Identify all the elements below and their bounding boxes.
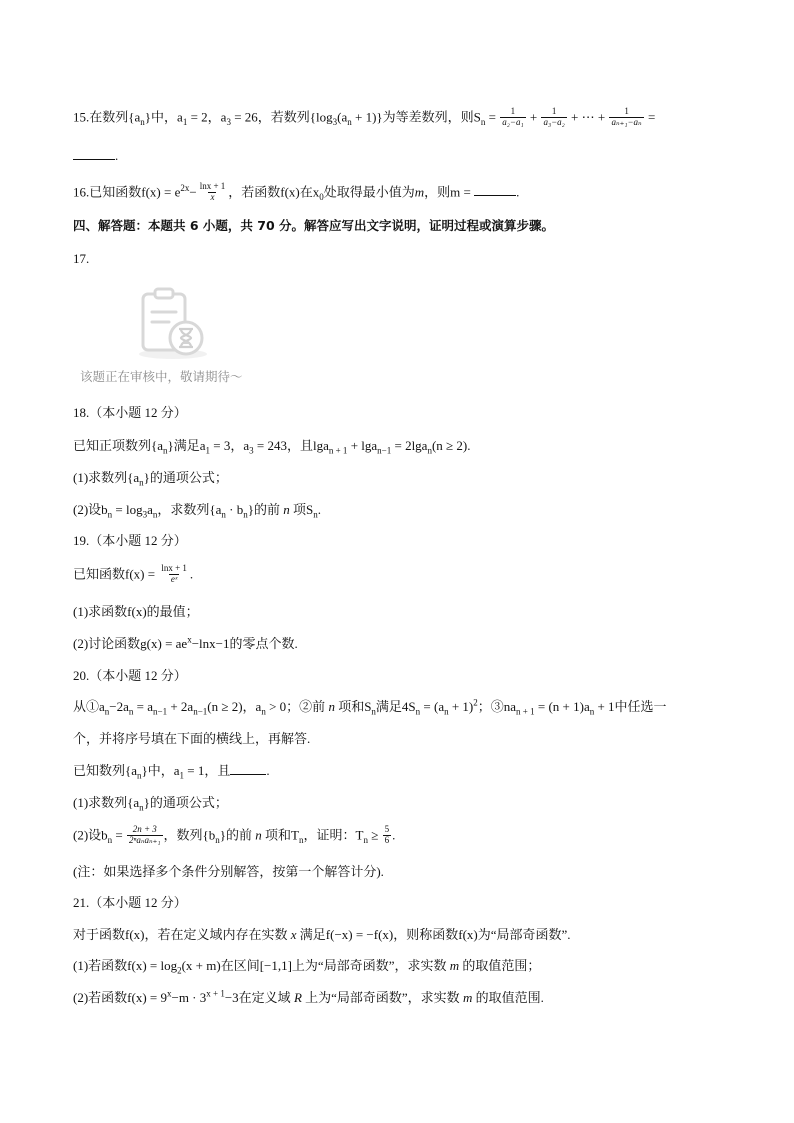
answer-blank[interactable] (474, 185, 516, 196)
q20-note: (注：如果选择多个条件分别解答，按第一个解答计分). (73, 864, 384, 879)
q18-part1: (1)求数列$\{a_n\}$的通项公式； (73, 470, 228, 488)
review-pending-text: 该题正在审核中，敬请期待～ (80, 369, 243, 384)
q20-stem-line3: 已知数列$\{a_n\}$中，$a_1 = 1$，且 . (73, 763, 270, 781)
q18-stem: 已知正项数列$\{a_n\}$满足$a_1 = 3$，$a_3 = 243$，且lga$_{n + 1}$ + lga$_{n-1}$ = 2lga$_n$(n ≥ 2). (73, 438, 471, 456)
q16-line: 16.已知函数$f(x) = e^{2x}-$ $\frac{\ln x + 1}{x}$ ，若函数f(x)在$x_0$处取得最小值为m，则m = . (73, 181, 520, 202)
section-heading: 四、解答题：本题共 6 小题，共 70 分。解答应写出文字说明，证明过程或演算步骤。 (73, 218, 555, 233)
q19-fraction: $\frac{\ln x + 1}{\text{eˣ}}$ (161, 563, 187, 584)
q21-stem: 对于函数f(x)，若在定义域内存在实数 x 满足f(−x) = −f(x)，则称函数f(x)为“局部奇函数”. (73, 927, 571, 942)
q19-stem: 已知函数f(x) = $\frac{\ln x + 1}{\text{eˣ}}$ . (73, 563, 194, 584)
q20-fraction: $\frac{2n + 3}{\text{2ⁿaₙaₙ₊₁}}$ (129, 824, 161, 845)
q20-heading: 20.（本小题 12 分） (73, 668, 187, 683)
q18-part2: (2)设$b_n = \log_3a_n$，求数列$\{a_n \cdot b_n\}$的前 n 项$S_n$. (73, 502, 321, 520)
q19-heading: 19.（本小题 12 分） (73, 533, 187, 548)
answer-blank[interactable] (73, 149, 115, 160)
q15-fraction-3: $\frac{1}{\text{aₙ₊₁−aₙ}}$ (611, 106, 642, 127)
q20-bound-fraction: $\frac{5}{6}$ (384, 824, 390, 845)
condition-blank[interactable] (230, 764, 266, 775)
q21-part2: (2)若函数$f(x) = 9^x-m \cdot 3^{x + 1}-3$在定义域 R 上为“局部奇函数”，求实数 m 的取值范围. (73, 988, 544, 1005)
q19-part2: (2)讨论函数$g(x) = ae^x-\ln x-1$的零点个数. (73, 634, 298, 651)
q20-part2: (2)设$b_n$ = $\frac{2n + 3}{\text{2ⁿaₙaₙ₊₁}}$ ，数列$\{b_n\}$的前 n 项和$T_n$，证明：$T_n$ ≥ $\frac{5}{6}$ . (73, 824, 396, 845)
q18-heading: 18.（本小题 12 分） (73, 405, 187, 420)
q16-fraction: $\frac{\ln x + 1}{x}$ (199, 181, 226, 202)
q21-part1: (1)若函数$f(x) = \log_2(x + m)$在区间[−1,1]上为“局部奇函数”，求实数 m 的取值范围； (73, 958, 541, 976)
q15-fraction-2: $\frac{1}{\text{a₃−a₂}}$ (543, 106, 565, 127)
q20-stem-line1: 从$①a_n-2a_n = a_{n-1} + 2a_{n-1}(n \ge 2)$，$a_n > 0$；②前 n 项和$S_n$满足$4S_n = (a_n + 1)^2$；$③na_{n + 1} = (n + 1)a_n + 1$中任选一 (73, 697, 667, 717)
q19-part1: (1)求函数f(x)的最值； (73, 604, 199, 619)
q15-line1: 15.在数列$\{a_n\}$中，$a_1 = 2$，$a_3 = 26$，若数列$\{\log_3(a_n + 1)\}$为等差数列，则$S_n$ = $\frac{1}{\text{a₂−a₁}}$ + $\frac{1}{\text{a₃−a₂}}$ + ⋯ + $\frac{1}{\text{aₙ₊₁−aₙ}}$ = (73, 106, 656, 127)
q15-fraction-1: $\frac{1}{\text{a₂−a₁}}$ (502, 106, 524, 127)
q21-heading: 21.（本小题 12 分） (73, 895, 187, 910)
clipboard-hourglass-icon (133, 286, 213, 362)
q15-answer-blank: . (73, 148, 118, 164)
q20-stem-line2: 个，并将序号填在下面的横线上，再解答. (73, 731, 311, 746)
q20-part1: (1)求数列$\{a_n\}$的通项公式； (73, 795, 228, 813)
q17-number: 17. (73, 251, 90, 266)
